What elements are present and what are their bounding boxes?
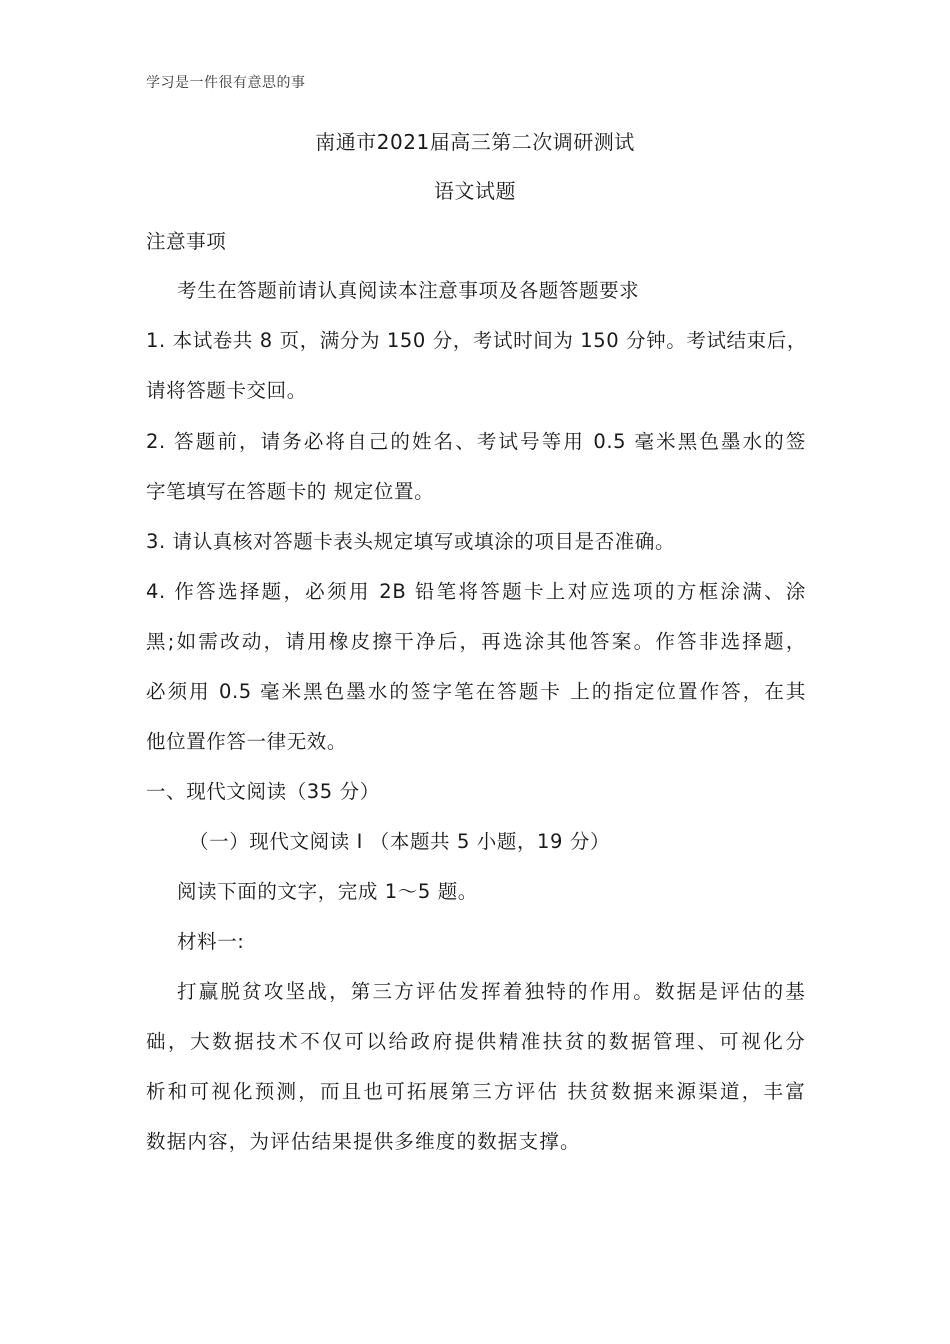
section-heading: 一、现代文阅读（35 分） [146, 780, 380, 803]
material-line-4: 数据内容，为评估结果提供多维度的数据支撑。 [146, 1130, 581, 1153]
notice-intro: 考生在答题前请认真阅读本注意事项及各题答题要求 [177, 279, 640, 302]
notice-heading: 注意事项 [146, 230, 227, 253]
reading-instruction: 阅读下面的文字，完成 1～5 题。 [177, 880, 478, 903]
notice-item-4-line-3: 必须用 0.5 毫米黑色墨水的签字笔在答题卡 上的指定位置作答，在其 [146, 680, 806, 703]
header-note: 学习是一件很有意思的事 [146, 75, 306, 91]
notice-item-1-line-1: 1. 本试卷共 8 页，满分为 150 分，考试时间为 150 分钟。考试结束后， [146, 329, 807, 352]
notice-item-1-line-2: 请将答题卡交回。 [146, 379, 307, 402]
notice-item-2-line-1: 2. 答题前，请务必将自己的姓名、考试号等用 0.5 毫米黑色墨水的签 [146, 430, 806, 453]
material-line-2: 础，大数据技术不仅可以给政府提供精准扶贫的数据管理、可视化分 [146, 1030, 806, 1053]
material-line-1: 打赢脱贫攻坚战，第三方评估发挥着独特的作用。数据是评估的基 [177, 980, 806, 1003]
material-label: 材料一: [177, 930, 245, 953]
exam-title: 南通市2021届高三第二次调研测试 [315, 130, 635, 154]
notice-item-2-line-2: 字笔填写在答题卡的 规定位置。 [146, 480, 435, 503]
material-line-3: 析和可视化预测，而且也可拓展第三方评估 扶贫数据来源渠道，丰富 [146, 1080, 806, 1103]
notice-item-4-line-1: 4. 作答选择题，必须用 2B 铅笔将答题卡上对应选项的方框涂满、涂 [146, 580, 806, 603]
subsection-heading: （一）现代文阅读 I （本题共 5 小题，19 分） [189, 830, 611, 853]
notice-item-3-line-1: 3. 请认真核对答题卡表头规定填写或填涂的项目是否准确。 [146, 530, 676, 553]
notice-item-4-line-2: 黑;如需改动，请用橡皮擦干净后，再选涂其他答案。作答非选择题， [146, 630, 806, 653]
exam-subject-title: 语文试题 [434, 179, 516, 203]
notice-item-4-line-4: 他位置作答一律无效。 [146, 730, 348, 753]
